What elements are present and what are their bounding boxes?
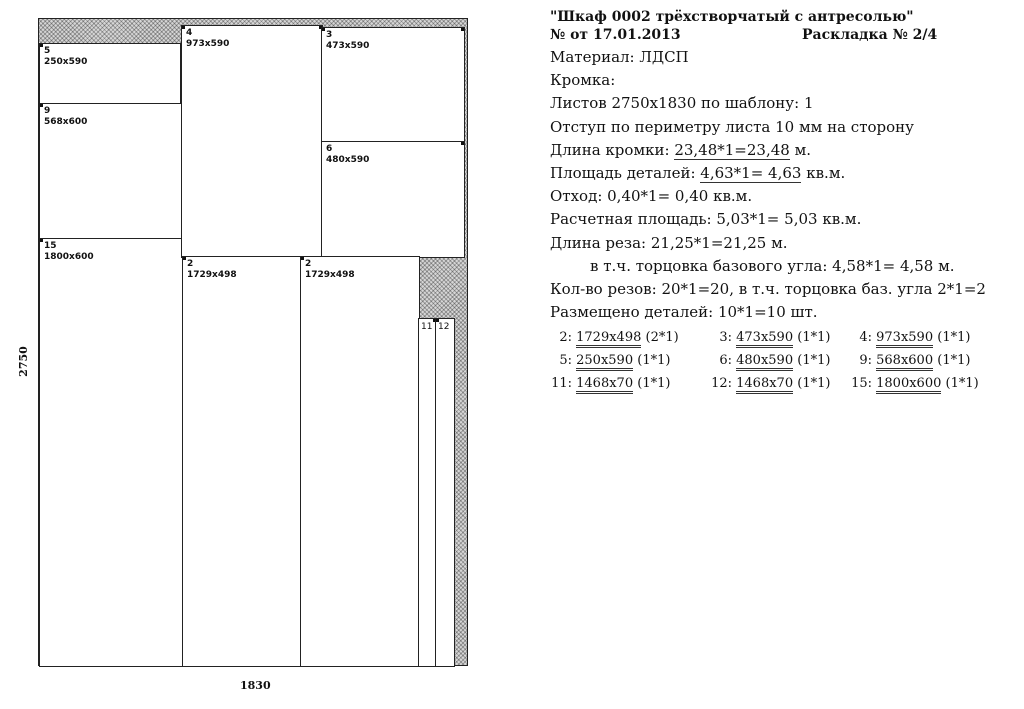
list-item-dim: 1468x70 — [576, 376, 633, 394]
edge-length-line — [550, 139, 1020, 162]
part-number: 9 — [44, 106, 51, 116]
part-number: 4 — [186, 28, 193, 38]
cuts-count-line: Кол-во резов: 20*1=20, в т.ч. торцовка баз. угла 2*1=2 — [550, 280, 986, 299]
cut-length-line: Длина реза: 21,25*1=21,25 м. — [550, 233, 788, 252]
part-number: 3 — [326, 30, 333, 40]
part-3[interactable] — [321, 27, 465, 143]
list-item-qty: (1*1) — [793, 376, 831, 392]
list-item — [710, 326, 850, 349]
edge-line: Кромка: — [550, 71, 616, 90]
sheets-line: Листов 2750x1830 по шаблону: 1 — [550, 94, 814, 113]
edge-length-label: Длина кромки: — [550, 140, 675, 159]
parts-area-unit: кв.м. — [801, 164, 846, 183]
material-line: Материал: ЛДСП — [550, 48, 689, 66]
waste-line: Отход: 0,40*1= 0,40 кв.м. — [550, 187, 753, 206]
doc-subline — [550, 26, 1020, 46]
part-4[interactable] — [181, 25, 323, 258]
part-number: 2 — [305, 259, 312, 269]
cutting-sheet — [38, 18, 468, 666]
list-item-id: 11: — [551, 376, 572, 392]
list-item-qty: (1*1) — [933, 330, 971, 346]
corner-marker — [301, 257, 304, 260]
corner-marker — [40, 239, 43, 242]
part-2-left[interactable] — [182, 256, 302, 667]
part-dimensions: 473x590 — [326, 41, 370, 51]
list-item-id: 15: — [851, 376, 872, 392]
part-number: 12 — [438, 322, 450, 332]
corner-marker — [40, 44, 43, 47]
project-title: "Шкаф 0002 трёхстворчатый с антресолью" — [550, 9, 914, 25]
list-item-qty: (1*1) — [633, 376, 671, 392]
parts-list — [550, 326, 1020, 395]
list-item — [550, 326, 710, 349]
part-dimensions: 250x590 — [44, 57, 88, 67]
list-item-dim: 1800x600 — [876, 376, 941, 394]
layout-label: Раскладка № 2/4 — [802, 27, 938, 43]
list-item — [550, 372, 710, 395]
list-item-dim: 250x590 — [576, 353, 633, 371]
info-panel — [550, 8, 1020, 395]
doc-number: № от 17.01.2013 — [550, 27, 681, 43]
list-item-qty: (1*1) — [933, 353, 971, 369]
list-item-dim: 973x590 — [876, 330, 933, 348]
sheet-height-label: 2750 — [16, 346, 30, 377]
part-6[interactable] — [321, 141, 465, 258]
parts-area-label: Площадь деталей: — [550, 164, 701, 183]
list-item-qty: (1*1) — [633, 353, 671, 369]
part-5[interactable] — [39, 43, 181, 105]
part-dimensions: 1729x498 — [187, 270, 237, 280]
corner-marker — [461, 142, 464, 145]
corner-marker — [183, 257, 186, 260]
list-item — [710, 372, 850, 395]
list-item — [850, 372, 1000, 395]
trim-cut-line: в т.ч. торцовка базового угла: 4,58*1= 4,58 м. — [590, 256, 955, 275]
part-dimensions: 480x590 — [326, 155, 370, 165]
list-item-id: 3: — [719, 330, 732, 346]
part-12[interactable] — [435, 318, 455, 667]
corner-marker — [322, 28, 325, 31]
list-item-qty: (2*1) — [641, 330, 679, 346]
list-item — [550, 349, 710, 372]
part-number: 5 — [44, 46, 51, 56]
list-item-qty: (1*1) — [941, 376, 979, 392]
list-item-id: 6: — [719, 353, 732, 369]
list-item-dim: 1468x70 — [736, 376, 793, 394]
part-dimensions: 1729x498 — [305, 270, 355, 280]
part-number: 2 — [187, 259, 194, 269]
list-item-id: 12: — [711, 376, 732, 392]
list-item-id: 2: — [559, 330, 572, 346]
list-item-id: 4: — [859, 330, 872, 346]
part-9[interactable] — [39, 103, 183, 240]
part-number: 15 — [44, 241, 57, 251]
corner-marker — [182, 26, 185, 29]
list-item — [710, 349, 850, 372]
part-dimensions: 1800x600 — [44, 252, 94, 262]
list-item-id: 5: — [559, 353, 572, 369]
list-item-qty: (1*1) — [793, 330, 831, 346]
list-item — [850, 349, 1000, 372]
offset-line: Отступ по периметру листа 10 мм на сторону — [550, 117, 914, 136]
list-item-qty: (1*1) — [793, 353, 831, 369]
part-dimensions: 568x600 — [44, 117, 88, 127]
list-item-dim: 480x590 — [736, 353, 793, 371]
list-item-dim: 1729x498 — [576, 330, 641, 348]
calc-area-line: Расчетная площадь: 5,03*1= 5,03 кв.м. — [550, 210, 862, 229]
corner-marker — [40, 104, 43, 107]
list-item-dim: 568x600 — [876, 353, 933, 371]
part-2-right[interactable] — [300, 256, 420, 667]
part-dimensions: 973x590 — [186, 39, 230, 49]
edge-length-unit: м. — [789, 140, 812, 159]
part-number: 11 — [421, 322, 433, 332]
list-item-dim: 473x590 — [736, 330, 793, 348]
edge-length-value: 23,48*1=23,48 — [674, 140, 790, 159]
part-number: 6 — [326, 144, 333, 154]
placed-line: Размещено деталей: 10*1=10 шт. — [550, 303, 818, 322]
corner-marker — [461, 28, 464, 31]
list-item-id: 9: — [859, 353, 872, 369]
list-item — [850, 326, 1000, 349]
parts-area-value: 4,63*1= 4,63 — [700, 164, 802, 183]
part-15[interactable] — [39, 238, 184, 667]
sheet-width-label: 1830 — [240, 679, 271, 692]
parts-area-line — [550, 162, 1020, 185]
